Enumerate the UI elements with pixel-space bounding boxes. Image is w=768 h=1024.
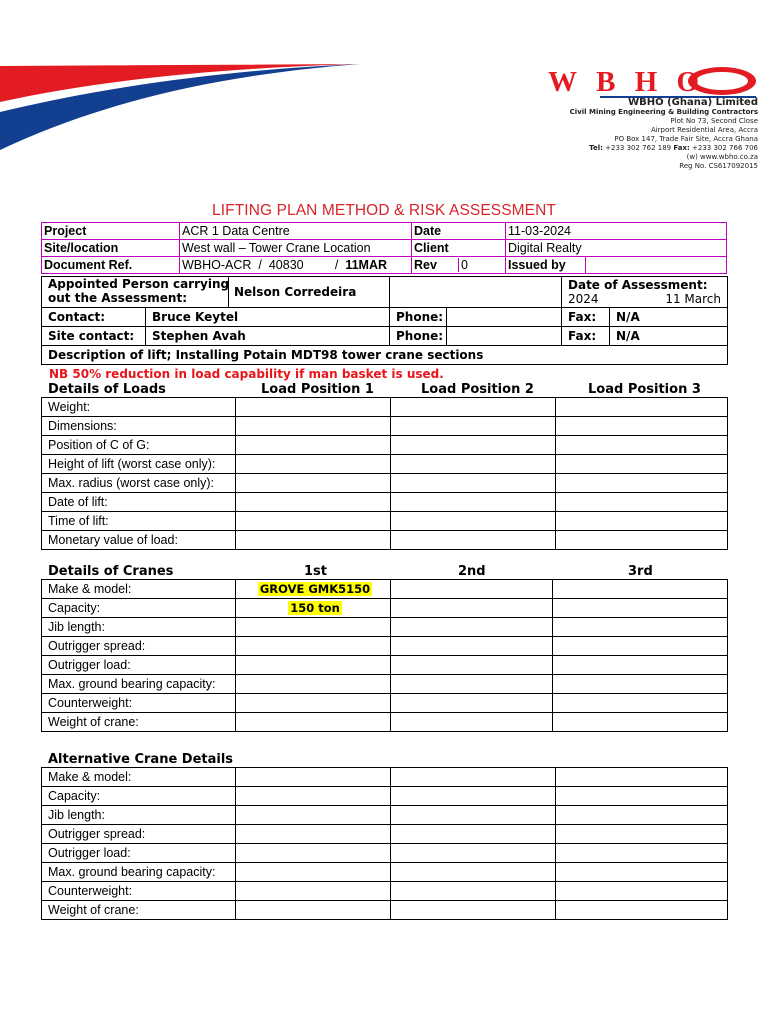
crane-cell-2: [391, 637, 553, 656]
crane-cell-3: [553, 713, 728, 732]
crane-row-label: Counterweight:: [42, 694, 236, 713]
load-cell-1: [236, 417, 391, 436]
load-cell-3: [556, 436, 728, 455]
crane-cell-2: [391, 618, 553, 637]
crane-cell-1: [236, 599, 391, 618]
rev-cell: Rev 0: [412, 257, 506, 274]
load-cell-1: [236, 436, 391, 455]
rev-value: 0: [461, 258, 468, 272]
crane-cell-2: [391, 675, 553, 694]
site-contact-label: Site contact:: [42, 327, 146, 346]
crane-cell-1: [236, 694, 391, 713]
company-reg: Reg No. CS617092015: [679, 162, 758, 170]
load-cell-2: [391, 398, 556, 417]
load-cell-2: [391, 512, 556, 531]
company-name: WBHO (Ghana) Limited: [628, 97, 758, 108]
svg-text:WBHO: WBHO: [548, 66, 698, 96]
load-cell-2: [391, 455, 556, 474]
alt-crane-cell-1: [236, 806, 391, 825]
crane-cell-3: [553, 637, 728, 656]
alt-crane-row: [42, 787, 728, 806]
contact-label: Contact:: [42, 308, 146, 327]
load-cell-3: [556, 531, 728, 550]
alt-cranes-table: [41, 767, 728, 920]
loads-table: [41, 397, 728, 550]
crane-cell-2: [391, 694, 553, 713]
appointed-label-2: out the Assessment:: [48, 291, 188, 305]
crane-cell-1: [236, 713, 391, 732]
alt-crane-cell-1: [236, 882, 391, 901]
alt-crane-cell-3: [556, 768, 728, 787]
load-row: [42, 398, 728, 417]
load-row-label: Monetary value of load:: [42, 531, 236, 550]
company-tagline: Civil Mining Engineering & Building Contractors: [569, 108, 758, 116]
crane-row-label: Max. ground bearing capacity:: [42, 675, 236, 694]
alt-crane-row-label: Capacity:: [42, 787, 236, 806]
alt-crane-row-label: Outrigger spread:: [42, 825, 236, 844]
alt-crane-row-label: Make & model:: [42, 768, 236, 787]
company-web: (w) www.wbho.co.za: [686, 153, 758, 161]
alt-crane-cell-2: [391, 768, 556, 787]
fax-value-2: N/A: [610, 327, 728, 346]
crane-cell-2: [391, 599, 553, 618]
alt-crane-row: [42, 844, 728, 863]
load-row-label: Dimensions:: [42, 417, 236, 436]
alt-crane-cell-2: [391, 863, 556, 882]
load-cell-2: [391, 436, 556, 455]
assessment-date-2: 2024: [568, 292, 599, 306]
load-cell-1: [236, 455, 391, 474]
crane-row-label: Make & model:: [42, 580, 236, 599]
company-address-1: Plot No 73, Second Close: [670, 117, 758, 125]
crane-cell-3: [553, 580, 728, 599]
load-row-label: Max. radius (worst case only):: [42, 474, 236, 493]
alt-crane-row: [42, 825, 728, 844]
assessment-date-1: 11 March: [665, 292, 722, 306]
date-label: Date: [412, 223, 506, 240]
load-cell-1: [236, 493, 391, 512]
assessment-table: [41, 276, 728, 365]
company-contact-line: Tel: +233 302 762 189 Fax: +233 302 766 706: [589, 144, 758, 152]
crane-row-label: Outrigger load:: [42, 656, 236, 675]
load-cell-3: [556, 398, 728, 417]
docref-label: Document Ref.: [42, 257, 180, 274]
load-row-label: Weight:: [42, 398, 236, 417]
alt-crane-cell-1: [236, 825, 391, 844]
date-value: 11-03-2024: [506, 223, 727, 240]
client-label: Client: [412, 240, 506, 257]
load-cell-1: [236, 531, 391, 550]
load-row-label: Date of lift:: [42, 493, 236, 512]
crane-cell-3: [553, 618, 728, 637]
fax-label-1: Fax:: [562, 308, 610, 327]
load-cell-3: [556, 493, 728, 512]
contact-value: Bruce Keytel: [146, 308, 390, 327]
header-swoosh: [0, 60, 370, 152]
lift-description: Description of lift; Installing Potain MDT98 tower crane sections: [42, 346, 728, 365]
crane-cell-1: [236, 637, 391, 656]
load-cell-1: [236, 474, 391, 493]
crane-row-label: Jib length:: [42, 618, 236, 637]
alt-crane-cell-2: [391, 806, 556, 825]
site-label: Site/location: [42, 240, 180, 257]
alt-crane-row: [42, 863, 728, 882]
alt-crane-row: [42, 806, 728, 825]
alt-crane-cell-2: [391, 825, 556, 844]
crane-row: [42, 599, 728, 618]
project-label: Project: [42, 223, 180, 240]
alt-crane-cell-2: [391, 901, 556, 920]
load-row: [42, 512, 728, 531]
cranes-heading: Details of Cranes: [48, 564, 174, 579]
crane-cell-2: [391, 656, 553, 675]
alt-crane-row-label: Weight of crane:: [42, 901, 236, 920]
crane-cell-1: [236, 580, 391, 599]
alt-cranes-heading: Alternative Crane Details: [48, 752, 234, 767]
phone-label-1: Phone:: [390, 308, 447, 327]
alt-crane-row-label: Outrigger load:: [42, 844, 236, 863]
cranes-col-3: 3rd: [628, 564, 653, 579]
crane-cell-1: [236, 656, 391, 675]
crane-row: [42, 580, 728, 599]
alt-crane-cell-3: [556, 844, 728, 863]
alt-crane-cell-1: [236, 768, 391, 787]
alt-crane-row: [42, 901, 728, 920]
alt-crane-cell-3: [556, 901, 728, 920]
crane-row-label: Capacity:: [42, 599, 236, 618]
info-table: [41, 222, 727, 274]
alt-crane-row: [42, 768, 728, 787]
load-cell-3: [556, 474, 728, 493]
alt-crane-cell-3: [556, 787, 728, 806]
appointed-value: Nelson Corredeira: [234, 285, 357, 299]
alt-crane-cell-2: [391, 844, 556, 863]
load-cell-2: [391, 531, 556, 550]
client-value: Digital Realty: [506, 240, 727, 257]
load-cell-2: [391, 474, 556, 493]
load-row-label: Time of lift:: [42, 512, 236, 531]
crane-row: [42, 675, 728, 694]
crane-row: [42, 618, 728, 637]
load-cell-1: [236, 398, 391, 417]
load-row: [42, 436, 728, 455]
alt-crane-cell-1: [236, 787, 391, 806]
crane-cell-2: [391, 713, 553, 732]
appointed-label-1: Appointed Person carrying: [48, 277, 230, 291]
alt-crane-cell-3: [556, 806, 728, 825]
alt-crane-cell-2: [391, 787, 556, 806]
load-cell-2: [391, 493, 556, 512]
alt-crane-row-label: Max. ground bearing capacity:: [42, 863, 236, 882]
alt-crane-cell-1: [236, 901, 391, 920]
crane-row: [42, 694, 728, 713]
load-row: [42, 455, 728, 474]
wbho-logo: [546, 66, 758, 96]
alt-crane-cell-1: [236, 863, 391, 882]
crane-row: [42, 656, 728, 675]
alt-crane-row-label: Jib length:: [42, 806, 236, 825]
crane-capacity-value: 150 ton: [290, 601, 340, 615]
loads-heading: Details of Loads: [48, 382, 166, 397]
load-row-label: Position of C of G:: [42, 436, 236, 455]
docref-value: WBHO-ACR / 40830 / 11MAR: [180, 257, 412, 274]
issued-label: Issued by: [506, 257, 586, 274]
loads-col-2: Load Position 2: [421, 382, 534, 397]
load-row: [42, 531, 728, 550]
crane-cell-3: [553, 656, 728, 675]
crane-cell-3: [553, 599, 728, 618]
alt-crane-cell-3: [556, 882, 728, 901]
crane-row-label: Weight of crane:: [42, 713, 236, 732]
fax-label-2: Fax:: [562, 327, 610, 346]
crane-cell-3: [553, 675, 728, 694]
fax-value-1: N/A: [610, 308, 728, 327]
man-basket-note: NB 50% reduction in load capability if man basket is used.: [49, 367, 444, 381]
load-row: [42, 493, 728, 512]
issued-value: [586, 257, 727, 274]
alt-crane-row-label: Counterweight:: [42, 882, 236, 901]
company-address-2: Airport Residential Area, Accra: [650, 126, 758, 134]
phone-value-1: [447, 308, 562, 327]
crane-cell-1: [236, 618, 391, 637]
phone-label-2: Phone:: [390, 327, 447, 346]
site-contact-value: Stephen Avah: [146, 327, 390, 346]
site-value: West wall – Tower Crane Location: [180, 240, 412, 257]
crane-cell-1: [236, 675, 391, 694]
assessment-date-label: Date of Assessment:: [568, 278, 708, 292]
cranes-col-2: 2nd: [458, 564, 486, 579]
load-cell-3: [556, 512, 728, 531]
load-cell-2: [391, 417, 556, 436]
alt-crane-row: [42, 882, 728, 901]
company-address-3: PO Box 147, Trade Fair Site, Accra Ghana: [614, 135, 758, 143]
alt-crane-cell-3: [556, 825, 728, 844]
cranes-col-1: 1st: [304, 564, 327, 579]
loads-col-3: Load Position 3: [588, 382, 701, 397]
loads-col-1: Load Position 1: [261, 382, 374, 397]
load-row: [42, 417, 728, 436]
load-cell-1: [236, 512, 391, 531]
alt-crane-cell-1: [236, 844, 391, 863]
phone-value-2: [447, 327, 562, 346]
alt-crane-cell-2: [391, 882, 556, 901]
project-value: ACR 1 Data Centre: [180, 223, 412, 240]
cranes-table: [41, 579, 728, 732]
load-cell-3: [556, 455, 728, 474]
page-title: LIFTING PLAN METHOD & RISK ASSESSMENT: [212, 202, 556, 219]
crane-row-label: Outrigger spread:: [42, 637, 236, 656]
crane-row: [42, 713, 728, 732]
load-cell-3: [556, 417, 728, 436]
crane-make-value: GROVE GMK5150: [259, 582, 371, 596]
alt-crane-cell-3: [556, 863, 728, 882]
load-row: [42, 474, 728, 493]
crane-cell-3: [553, 694, 728, 713]
crane-row: [42, 637, 728, 656]
crane-cell-2: [391, 580, 553, 599]
load-row-label: Height of lift (worst case only):: [42, 455, 236, 474]
